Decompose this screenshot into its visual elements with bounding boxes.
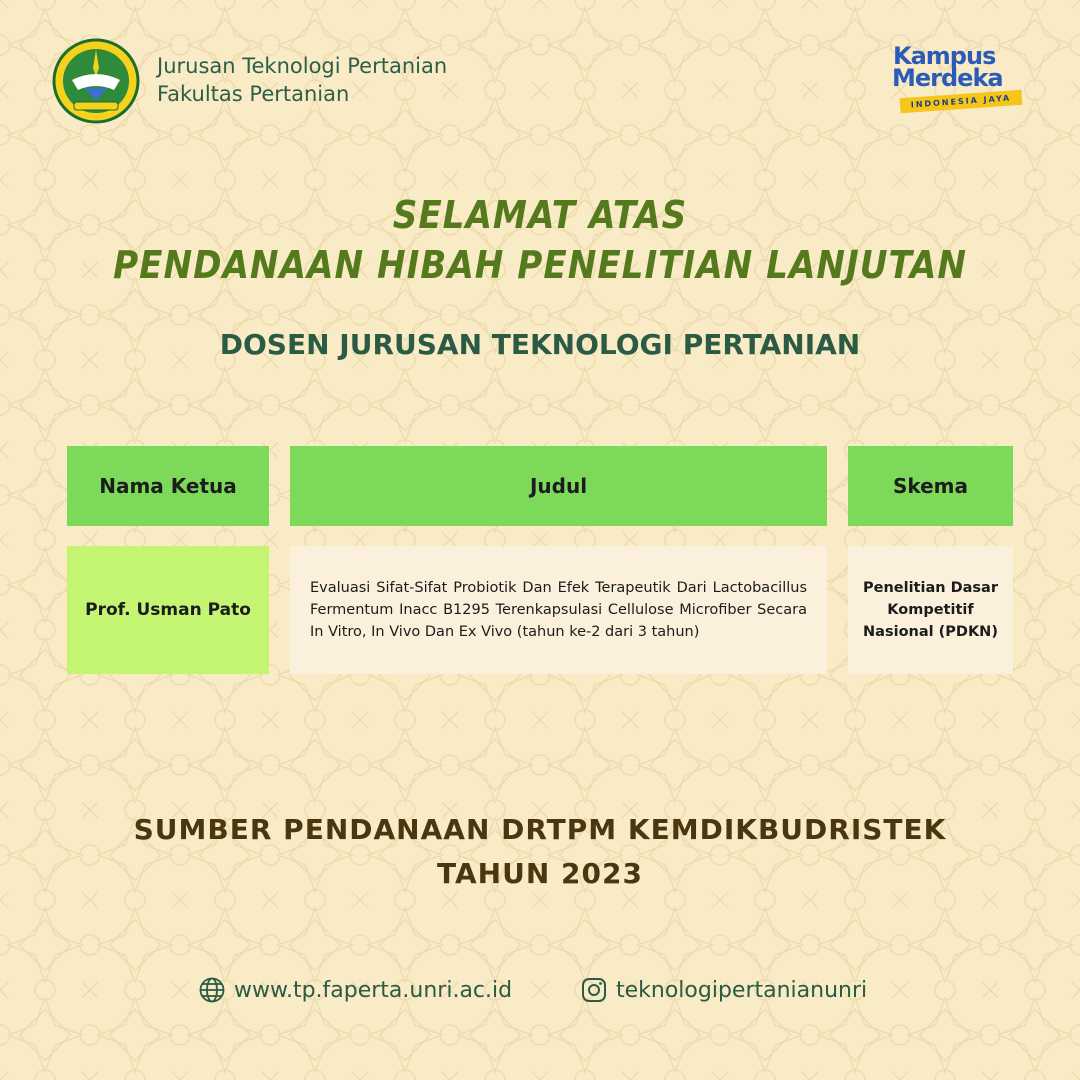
title-line-2: PENDANAAN HIBAH PENELITIAN LANJUTAN [113, 243, 967, 287]
header-skema: Skema [848, 446, 1013, 526]
department-name: Jurusan Teknologi Pertanian [157, 54, 448, 78]
funding-source [0, 808, 1080, 896]
header-nama-ketua: Nama Ketua [67, 446, 269, 526]
header-judul: Judul [290, 446, 827, 526]
title-line-1: SELAMAT ATAS [392, 193, 688, 237]
funding-line-1: SUMBER PENDANAAN DRTPM KEMDIKBUDRISTEK [133, 813, 947, 846]
university-logo [52, 38, 140, 124]
judul-text: Evaluasi Sifat-Sifat Probiotik Dan Efek Terapeutik Dari Lactobacillus Fermentum Inacc B1295 Terenkapsulasi Cellulose Microfiber Secara In Vitro, In Vivo Dan Ex Vivo (tahun ke-2 dari 3 tahun) [310, 580, 807, 640]
skema-text: Penelitian Dasar Kompetitif Nasional (PDKN) [862, 580, 998, 640]
kampus-merdeka-line2: Merdeka [892, 64, 1003, 92]
congratulation-title [0, 190, 1080, 290]
cell-skema [848, 546, 1013, 674]
subtitle: DOSEN JURUSAN TEKNOLOGI PERTANIAN [219, 328, 861, 361]
kampus-merdeka-logo [890, 42, 1030, 116]
kampus-merdeka-tagline: INDONESIA JAYA [900, 90, 1023, 113]
nama-ketua-text: Prof. Usman Pato [85, 600, 251, 620]
kampus-merdeka-line1: Kampus [893, 42, 996, 70]
faculty-name: Fakultas Pertanian [157, 82, 350, 106]
cell-judul [290, 546, 827, 674]
institution-name [157, 52, 447, 108]
website-link[interactable] [198, 974, 512, 1006]
instagram-icon [580, 976, 608, 1004]
website-text[interactable]: www.tp.faperta.unri.ac.id [234, 977, 513, 1003]
cell-nama-ketua [67, 546, 269, 674]
instagram-text[interactable]: teknologipertanianunri [616, 977, 868, 1003]
globe-icon [198, 976, 226, 1004]
instagram-link[interactable] [580, 974, 867, 1006]
funding-line-2: TAHUN 2023 [437, 857, 643, 890]
